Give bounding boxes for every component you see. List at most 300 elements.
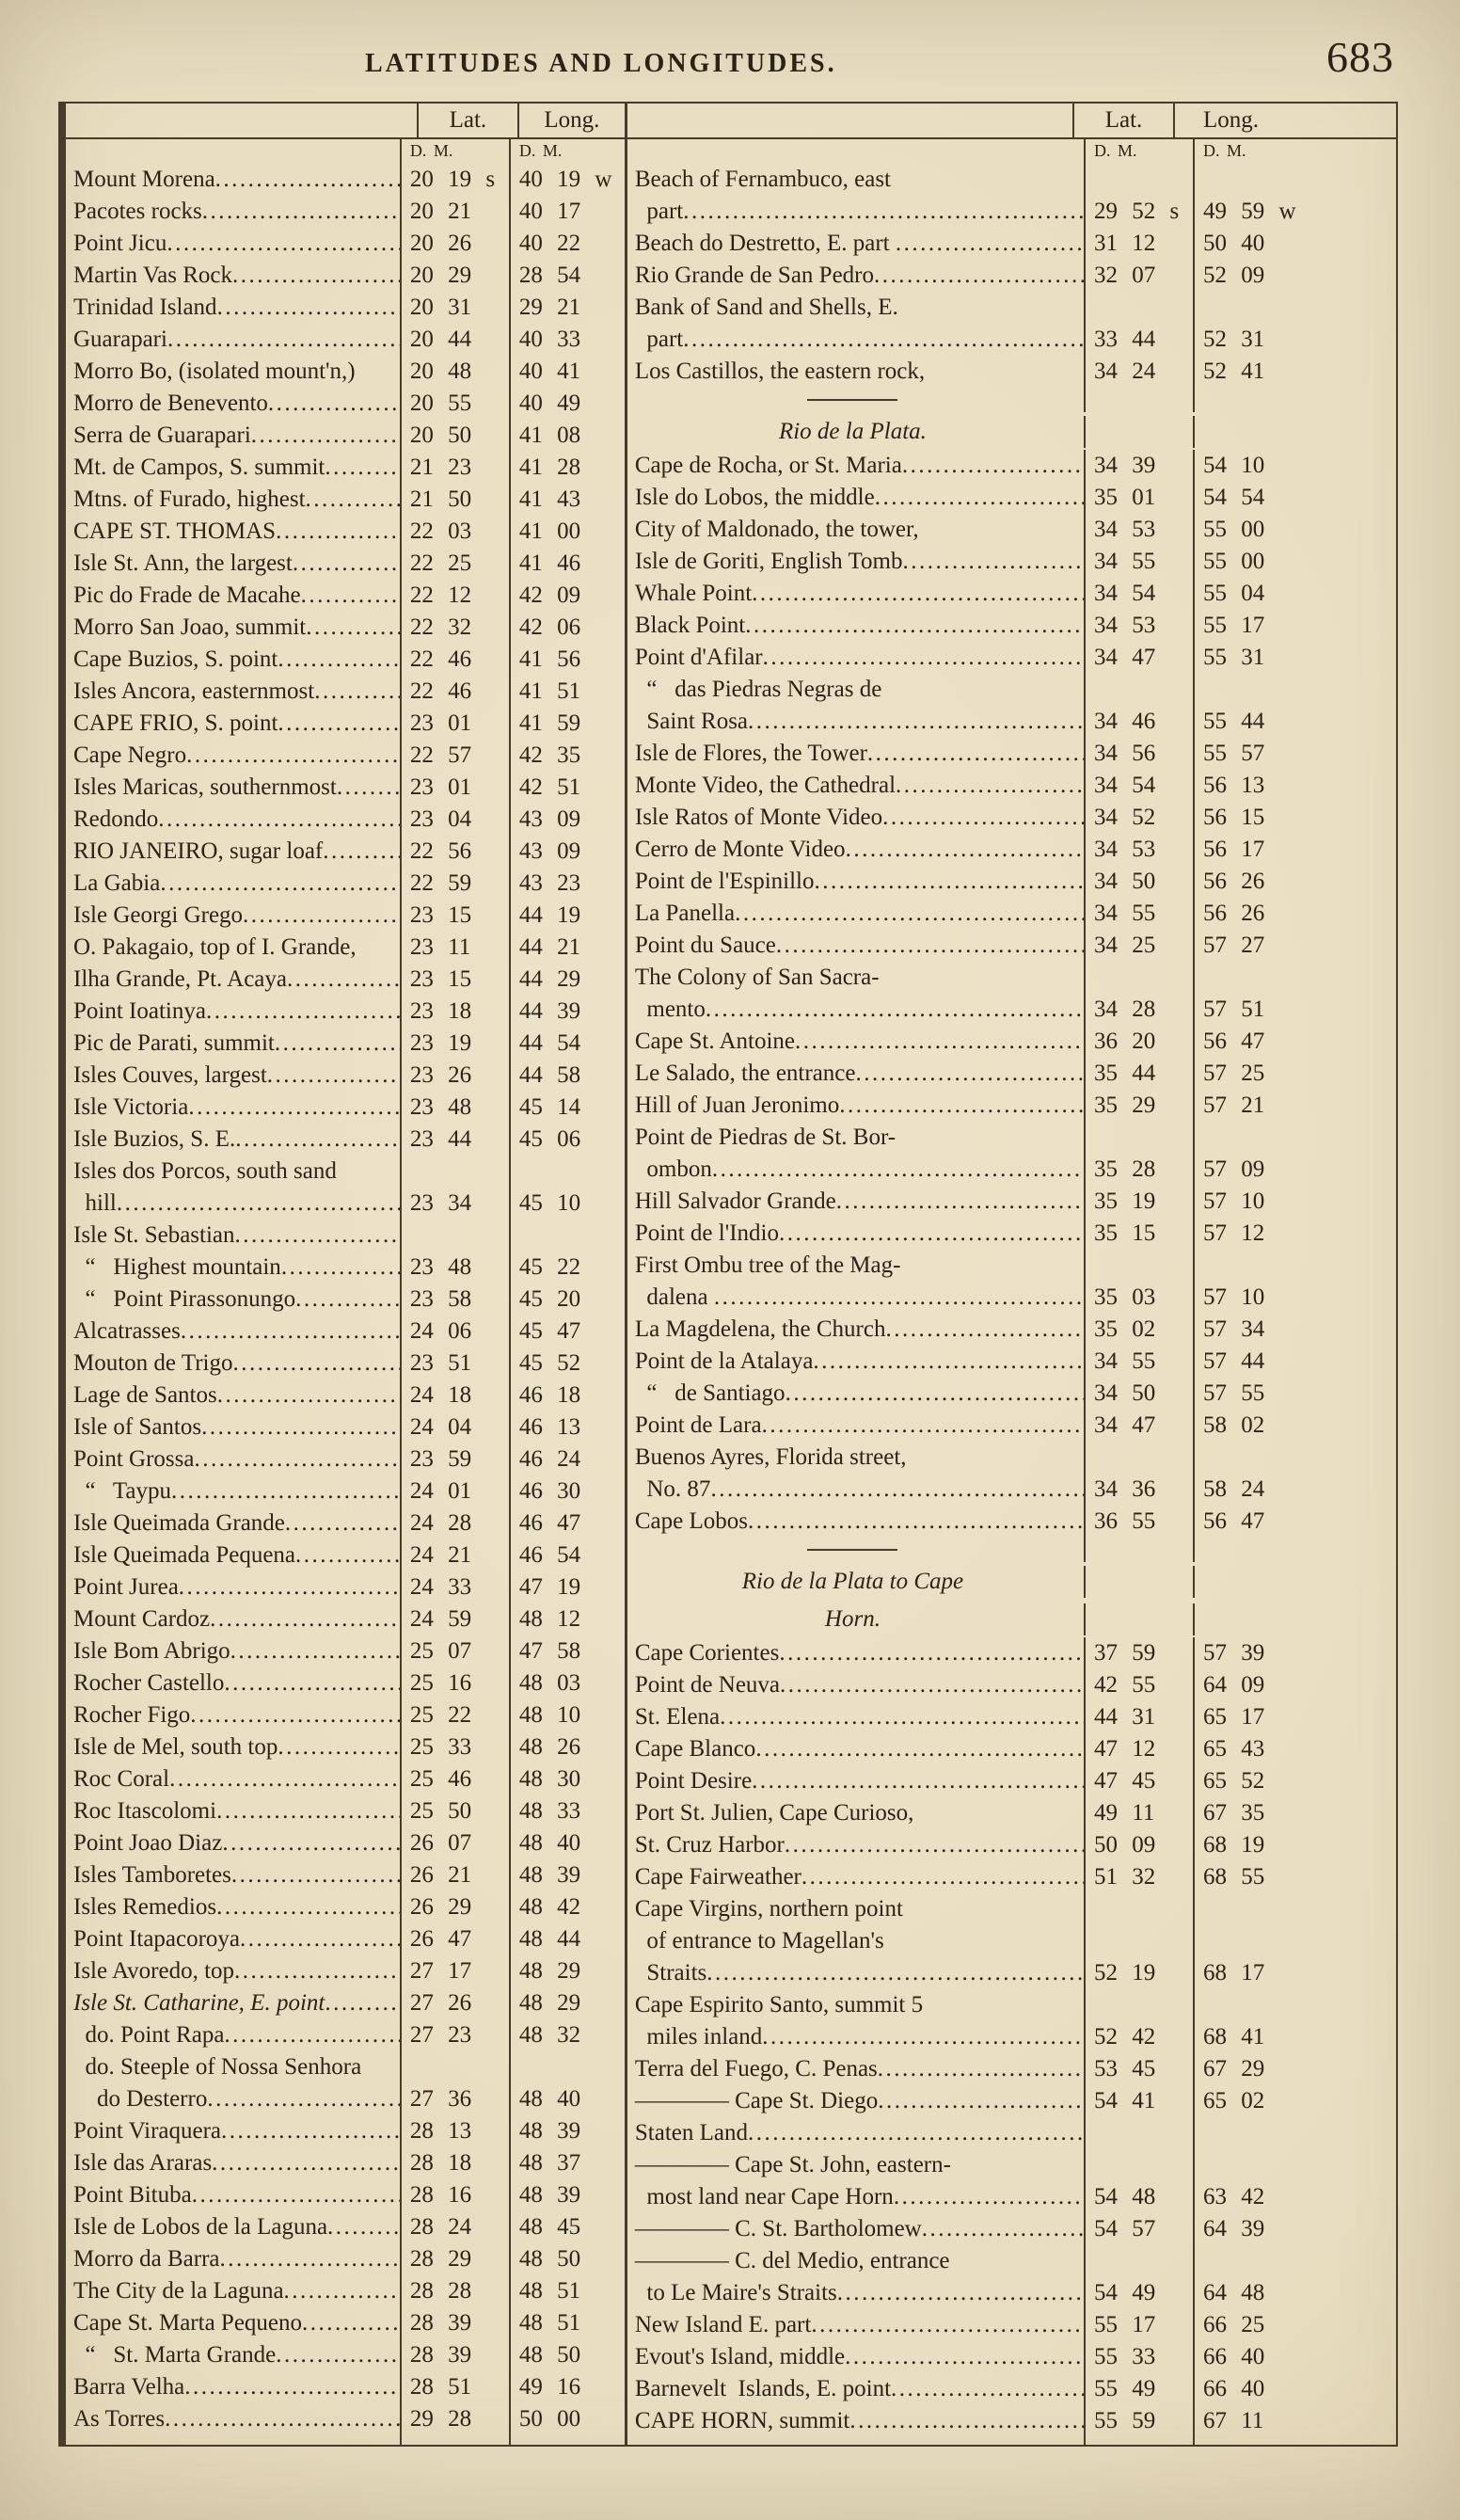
table-row <box>66 516 625 548</box>
place-name: Mouton de Trigo <box>73 1350 233 1376</box>
section-divider-row <box>627 388 1396 412</box>
latitude-value: 34 53 <box>1084 834 1193 866</box>
lat-units-header: D. M. <box>1084 139 1193 164</box>
place-name-cell <box>66 1316 400 1348</box>
place-name: Point Joao Diaz <box>73 1830 223 1856</box>
dot-leader <box>710 1474 1084 1506</box>
latitude-value: 51 32 <box>1084 1861 1193 1893</box>
latitude-value: 28 29 <box>400 2243 509 2275</box>
place-name-cell <box>66 452 400 484</box>
place-name: Point Itapacoroya <box>73 1926 241 1952</box>
latitude-value: 34 28 <box>1084 994 1193 1026</box>
table-row <box>66 1316 625 1348</box>
longitude-value: 48 39 <box>509 2179 625 2211</box>
latitude-value: 20 50 <box>400 420 509 452</box>
latitude-value: 22 46 <box>400 644 509 676</box>
longitude-value: 55 31 <box>1193 642 1396 674</box>
dot-leader <box>276 516 400 548</box>
latitude-value: 23 48 <box>400 1252 509 1284</box>
place-name: Cape de Rocha, or St. Maria <box>634 453 902 478</box>
table-row <box>66 964 625 996</box>
filler-lat-cell <box>1084 2437 1193 2445</box>
long-column-header: Long. <box>517 104 625 137</box>
place-name-cell <box>66 388 400 420</box>
latitude-value: 54 57 <box>1084 2213 1193 2245</box>
latitude-value: 23 59 <box>400 1443 509 1475</box>
longitude-value <box>509 2051 625 2083</box>
longitude-value: 41 43 <box>509 484 625 516</box>
place-name: Redondo <box>73 806 159 832</box>
table-row <box>627 1861 1396 1893</box>
place-name: Cape Negro <box>73 742 187 768</box>
latitude-value: 34 47 <box>1084 1410 1193 1442</box>
longitude-value: 44 21 <box>509 932 625 964</box>
longitude-value: 55 44 <box>1193 706 1396 738</box>
place-name-cell <box>66 164 400 196</box>
place-name-cell <box>66 1284 400 1316</box>
place-name-cell <box>627 2021 1084 2053</box>
longitude-value: 41 46 <box>509 548 625 580</box>
dot-leader <box>849 2405 1084 2437</box>
longitude-value: 58 24 <box>1193 1474 1396 1506</box>
section-heading-row <box>627 412 1396 450</box>
place-name-cell <box>627 1058 1084 1090</box>
table-row <box>627 450 1396 482</box>
table-row <box>66 580 625 612</box>
latitude-value: 26 47 <box>400 1923 509 1955</box>
table-row <box>627 1733 1396 1765</box>
table-row <box>627 1154 1396 1186</box>
longitude-value <box>1193 164 1396 196</box>
place-name-cell <box>66 1603 400 1635</box>
dot-leader <box>167 228 400 260</box>
latitude-value: 34 52 <box>1084 802 1193 834</box>
latitude-value <box>1084 2117 1193 2149</box>
place-name: Evout's Island, middle <box>634 2344 846 2369</box>
place-name-cell <box>627 2277 1084 2309</box>
place-name-cell <box>66 1955 400 1987</box>
dot-leader <box>235 1220 400 1252</box>
longitude-value <box>1193 1122 1396 1154</box>
latitude-value: 23 18 <box>400 996 509 1028</box>
place-name-cell <box>66 2275 400 2307</box>
longitude-value: 55 00 <box>1193 546 1396 578</box>
place-name: Beach do Destretto, E. part <box>634 231 896 256</box>
dot-leader <box>224 2019 399 2051</box>
longitude-value: 68 19 <box>1193 1829 1396 1861</box>
latitude-value: 22 03 <box>400 516 509 548</box>
latitude-value: 35 28 <box>1084 1154 1193 1186</box>
table-row <box>627 2021 1396 2053</box>
latitude-value: 35 01 <box>1084 482 1193 514</box>
longitude-value: 48 51 <box>509 2307 625 2339</box>
place-name: Point Viraquera <box>73 2118 222 2144</box>
latitude-value: 23 04 <box>400 804 509 836</box>
place-name: Roc Itascolomi <box>73 1798 217 1824</box>
place-name-cell <box>627 196 1084 228</box>
place-name: ombon <box>634 1156 712 1182</box>
dot-leader <box>327 2211 400 2243</box>
table-row <box>66 868 625 900</box>
latitude-value: 22 59 <box>400 868 509 900</box>
table-row <box>66 1891 625 1923</box>
table-row <box>66 1603 625 1635</box>
place-name: Isles Tamboretes <box>73 1862 231 1888</box>
latitude-value: 29 28 <box>400 2403 509 2435</box>
latitude-value: 25 46 <box>400 1763 509 1795</box>
longitude-value <box>1193 1566 1396 1598</box>
table-row <box>66 836 625 868</box>
place-name-cell <box>66 612 400 644</box>
longitude-value: 40 41 <box>509 356 625 388</box>
place-name: Point Bituba <box>73 2182 192 2208</box>
place-name: Isle Queimada Pequena <box>73 1542 296 1568</box>
table-row <box>627 2341 1396 2373</box>
dot-leader <box>268 388 400 420</box>
place-name: to Le Maire's Straits <box>634 2280 837 2305</box>
page-number: 683 <box>1326 33 1394 81</box>
place-name-cell <box>627 610 1084 642</box>
table-row <box>627 706 1396 738</box>
table-row <box>66 1252 625 1284</box>
table-row <box>627 1378 1396 1410</box>
table-row <box>66 548 625 580</box>
place-name: Morro de Benevento <box>73 391 268 416</box>
table-row <box>627 802 1396 834</box>
place-name: Monte Video, the Cathedral <box>634 773 897 798</box>
place-name: Barra Velha <box>73 2374 185 2400</box>
table-row <box>66 1987 625 2019</box>
longitude-value: 52 31 <box>1193 324 1396 356</box>
place-name-cell <box>627 1989 1084 2021</box>
place-name-cell <box>627 1765 1084 1797</box>
place-name-cell <box>627 228 1084 260</box>
place-name-cell <box>66 548 400 580</box>
table-row <box>627 2053 1396 2085</box>
place-name: “ St. Marta Grande <box>73 2342 277 2368</box>
dot-leader <box>855 1058 1084 1090</box>
place-name: As Torres <box>73 2406 166 2432</box>
place-name: Lage de Santos <box>73 1382 217 1408</box>
longitude-value: 42 06 <box>509 612 625 644</box>
longitude-value: 65 02 <box>1193 2085 1396 2117</box>
table-left-half <box>66 104 625 2445</box>
longitude-value: 41 00 <box>509 516 625 548</box>
table-right-half <box>625 104 1396 2445</box>
longitude-value: 57 21 <box>1193 1090 1396 1122</box>
dot-leader <box>117 1188 400 1220</box>
place-name: La Magdelena, the Church <box>634 1316 886 1342</box>
dot-leader <box>878 2053 1084 2085</box>
table-row <box>627 1090 1396 1122</box>
dot-leader <box>714 1282 1084 1314</box>
place-name-cell <box>66 708 400 740</box>
lat-column-header: Lat. <box>417 104 517 137</box>
dot-leader <box>201 1412 400 1443</box>
dot-leader <box>896 228 1084 260</box>
table-row <box>627 1506 1396 1538</box>
dot-leader <box>735 898 1084 930</box>
table-row <box>627 196 1396 228</box>
dot-leader <box>306 612 400 644</box>
latitude-value: 20 29 <box>400 260 509 292</box>
place-name-cell <box>627 930 1084 962</box>
longitude-value: 43 23 <box>509 868 625 900</box>
table-row <box>66 1923 625 1955</box>
place-name: City of Maldonado, the tower, <box>634 517 919 542</box>
table-row <box>66 228 625 260</box>
place-name: Ilha Grande, Pt. Acaya <box>73 966 288 992</box>
dot-leader <box>210 1603 400 1635</box>
longitude-value: 68 55 <box>1193 1861 1396 1893</box>
place-name: do. Steeple of Nossa Senhora <box>73 2054 362 2080</box>
place-name: Isle St. Sebastian <box>73 1222 235 1248</box>
latitude-value <box>400 2051 509 2083</box>
latitude-value: 53 45 <box>1084 2053 1193 2085</box>
table-row <box>66 420 625 452</box>
place-name: Point de Piedras de St. Bor- <box>634 1124 897 1150</box>
place-name: The City de la Laguna <box>73 2278 284 2304</box>
place-name: do Desterro <box>73 2086 208 2112</box>
longitude-value: 66 40 <box>1193 2373 1396 2405</box>
latitude-value <box>1084 1538 1193 1562</box>
dot-leader <box>779 1218 1084 1250</box>
table-row <box>627 994 1396 1026</box>
place-name-cell <box>66 1188 400 1220</box>
latitude-value: 28 24 <box>400 2211 509 2243</box>
place-name-cell <box>627 2213 1084 2245</box>
place-name-cell <box>66 1795 400 1827</box>
place-name: Point du Sauce <box>634 933 776 958</box>
latitude-value: 20 21 <box>400 196 509 228</box>
table-row <box>66 1699 625 1731</box>
place-name-cell <box>66 260 400 292</box>
place-name-cell <box>627 674 1084 706</box>
longitude-value: 46 24 <box>509 1443 625 1475</box>
latitude-value: 36 55 <box>1084 1506 1193 1538</box>
table-row <box>627 292 1396 324</box>
longitude-value: 48 29 <box>509 1987 625 2019</box>
place-name: Isle de Flores, the Tower <box>634 741 867 766</box>
section-heading-row <box>627 1600 1396 1637</box>
dot-leader <box>160 868 400 900</box>
table-row <box>627 1410 1396 1442</box>
longitude-value: 57 39 <box>1193 1637 1396 1669</box>
latitude-value: 25 07 <box>400 1635 509 1667</box>
place-name: Isles Remedios <box>73 1894 217 1920</box>
table-row <box>66 2275 625 2307</box>
longitude-value: 48 29 <box>509 1955 625 1987</box>
place-name: “ das Piedras Negras de <box>634 677 882 702</box>
place-name-cell <box>66 868 400 900</box>
dot-leader <box>190 1699 400 1731</box>
place-name-cell <box>627 642 1084 674</box>
place-name: Morro Bo, (isolated mount'n,) <box>73 359 356 384</box>
longitude-value: 40 22 <box>509 228 625 260</box>
table-row <box>627 2277 1396 2309</box>
dot-leader <box>752 1765 1084 1797</box>
place-name-cell <box>627 2085 1084 2117</box>
section-heading-row <box>627 1562 1396 1600</box>
table-row <box>627 546 1396 578</box>
table-row <box>66 1635 625 1667</box>
dot-leader <box>867 738 1084 770</box>
longitude-value: 43 09 <box>509 836 625 868</box>
latitude-value: 27 23 <box>400 2019 509 2051</box>
latitude-value: 24 28 <box>400 1507 509 1539</box>
latitude-value: 26 07 <box>400 1827 509 1859</box>
longitude-value: 48 51 <box>509 2275 625 2307</box>
table-row <box>627 962 1396 994</box>
longitude-value: 48 12 <box>509 1603 625 1635</box>
place-name: Cape Virgins, northern point <box>634 1896 903 1922</box>
latitude-value <box>1084 416 1193 448</box>
longitude-value: 65 43 <box>1193 1733 1396 1765</box>
table-row <box>66 1667 625 1699</box>
table-row <box>627 1893 1396 1925</box>
place-name: CAPE HORN, summit <box>634 2408 850 2433</box>
dot-leader <box>878 2085 1084 2117</box>
longitude-value: 57 44 <box>1193 1346 1396 1378</box>
place-name: “ Highest mountain <box>73 1254 281 1280</box>
latitude-value: 35 44 <box>1084 1058 1193 1090</box>
latitude-value: 35 02 <box>1084 1314 1193 1346</box>
place-name: Black Point <box>634 613 746 638</box>
table-row <box>66 484 625 516</box>
dot-leader <box>755 1733 1084 1765</box>
latitude-value: 24 18 <box>400 1380 509 1412</box>
table-row <box>66 1220 625 1252</box>
place-name-cell <box>627 1957 1084 1989</box>
filler-long-cell <box>1193 2437 1396 2445</box>
place-name: CAPE FRIO, S. point <box>73 710 278 736</box>
dot-leader <box>278 1731 400 1763</box>
place-name: part <box>634 327 684 352</box>
place-name: St. Elena <box>634 1704 721 1730</box>
place-name-cell <box>627 1797 1084 1829</box>
dot-leader <box>720 1701 1084 1733</box>
place-name: “ de Santiago <box>634 1380 786 1406</box>
place-name: Whale Point <box>634 581 753 606</box>
place-name-cell <box>66 2019 400 2051</box>
place-name: Cape Lobos <box>634 1508 748 1534</box>
place-name-cell <box>66 1539 400 1571</box>
dot-leader <box>192 2179 400 2211</box>
table-row <box>66 1284 625 1316</box>
place-name-cell <box>66 1731 400 1763</box>
place-name-cell <box>66 1412 400 1443</box>
units-header-row <box>66 139 625 164</box>
table-row <box>66 292 625 324</box>
dot-leader <box>243 900 400 932</box>
longitude-value: 57 51 <box>1193 994 1396 1026</box>
table-row <box>66 2115 625 2147</box>
place-name-cell <box>66 228 400 260</box>
place-name-cell <box>66 1348 400 1380</box>
latitude-value: 34 53 <box>1084 610 1193 642</box>
place-name-cell <box>627 514 1084 546</box>
longitude-value: 44 29 <box>509 964 625 996</box>
longitude-value: 64 39 <box>1193 2213 1396 2245</box>
dot-leader <box>780 1669 1084 1701</box>
place-name: “ Taypu <box>73 1478 172 1504</box>
latitude-value: 35 29 <box>1084 1090 1193 1122</box>
place-name-cell <box>66 1667 400 1699</box>
place-name: Isle das Araras <box>73 2150 213 2176</box>
place-name-cell <box>66 772 400 804</box>
latitude-value: 34 39 <box>1084 450 1193 482</box>
table-row <box>627 1442 1396 1474</box>
table-row <box>66 1412 625 1443</box>
place-name-cell <box>66 1923 400 1955</box>
place-name: Martin Vas Rock <box>73 263 232 288</box>
place-name: mento <box>634 997 706 1022</box>
dot-leader <box>302 2307 400 2339</box>
place-name: Cape Espirito Santo, summit 5 <box>634 1992 924 2018</box>
table-row <box>66 900 625 932</box>
place-name-cell <box>627 1442 1084 1474</box>
table-row <box>627 1282 1396 1314</box>
place-name-cell <box>66 644 400 676</box>
place-name: Cape Corientes <box>634 1640 780 1666</box>
place-name: Mount Morena <box>73 167 215 192</box>
place-name-cell <box>66 2115 400 2147</box>
dot-leader <box>206 996 400 1028</box>
place-name: Barnevelt Islands, E. point <box>634 2376 892 2401</box>
place-name: Mt. de Campos, S. summit <box>73 455 325 480</box>
place-name-cell <box>66 356 400 388</box>
table-row <box>66 452 625 484</box>
place-name-cell <box>66 2179 400 2211</box>
dot-leader <box>167 324 400 356</box>
table-row <box>66 1763 625 1795</box>
place-name-cell <box>627 1566 1084 1598</box>
latitude-value: 23 15 <box>400 900 509 932</box>
filler-row <box>66 2435 625 2445</box>
place-name-cell <box>66 420 400 452</box>
place-name-cell <box>66 2083 400 2115</box>
dot-leader <box>232 260 400 292</box>
longitude-value: 56 47 <box>1193 1506 1396 1538</box>
place-name: Rocher Figo <box>73 1702 191 1728</box>
latitude-value: 34 25 <box>1084 930 1193 962</box>
latitude-value: 24 06 <box>400 1316 509 1348</box>
dot-leader <box>922 2213 1084 2245</box>
dot-leader <box>786 1378 1084 1410</box>
place-name-cell <box>66 292 400 324</box>
dot-leader <box>748 706 1084 738</box>
place-name: Guarapari <box>73 327 167 352</box>
place-name: St. Cruz Harbor <box>634 1832 785 1858</box>
place-name: Le Salado, the entrance <box>634 1061 856 1086</box>
place-name-cell <box>627 1346 1084 1378</box>
latitude-value: 28 18 <box>400 2147 509 2179</box>
dot-leader <box>165 2403 400 2435</box>
table-row <box>66 1507 625 1539</box>
longitude-value: 67 29 <box>1193 2053 1396 2085</box>
place-name: Isle de Lobos de la Laguna <box>73 2214 328 2240</box>
name-column-header <box>627 104 1072 137</box>
place-name-cell <box>66 1028 400 1060</box>
dot-leader <box>815 866 1085 898</box>
longitude-value: 48 40 <box>509 2083 625 2115</box>
place-name-cell <box>627 1733 1084 1765</box>
table-row <box>627 2373 1396 2405</box>
longitude-value: 48 39 <box>509 1859 625 1891</box>
place-name: most land near Cape Horn <box>634 2184 894 2209</box>
longitude-value: 28 54 <box>509 260 625 292</box>
latitude-value <box>1084 962 1193 994</box>
